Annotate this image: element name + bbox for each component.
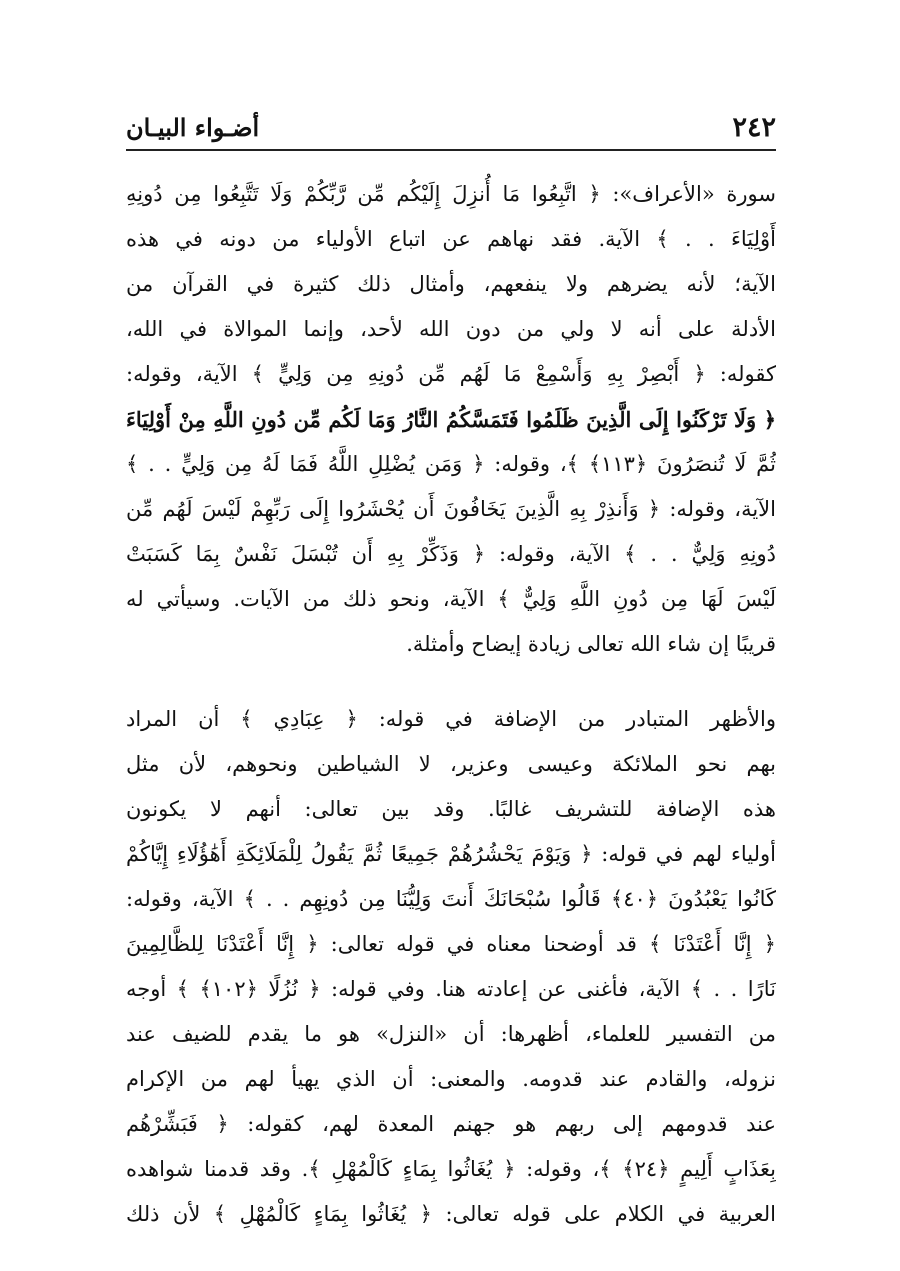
text-line: كقوله: ﴿ أَبْصِرْ بِهِ وَأَسْمِعْ مَا لَهُم مِّن دُونِهِ مِن وَلِيٍّ ﴾ الآية، وقوله: bbox=[126, 362, 776, 386]
text-line: العربية في الكلام على قوله تعالى: ﴿ يُغَاثُوا بِمَاءٍ كَالْمُهْلِ ﴾ لأن ذلك bbox=[126, 1202, 776, 1226]
paragraph-2 bbox=[126, 697, 776, 1237]
page-number: ٢٤٢ bbox=[732, 112, 776, 143]
text-line: قريبًا إن شاء الله تعالى زيادة إيضاح وأمثلة. bbox=[406, 632, 776, 656]
text-line: كَانُوا يَعْبُدُونَ ﴿٤٠﴾ قَالُوا سُبْحَانَكَ أَنتَ وَلِيُّنَا مِن دُونِهِم . . ﴾ الآية، وقوله: bbox=[126, 887, 776, 911]
text-line: أَوْلِيَاءَ . . ﴾ الآية. فقد نهاهم عن اتباع الأولياء من دونه في هذه bbox=[126, 227, 776, 251]
text-line: هذه الإضافة للتشريف غالبًا. وقد بين تعالى: أنهم لا يكونون bbox=[126, 797, 776, 821]
text-line: من التفسير للعلماء، أظهرها: أن «النزل» هو ما يقدم للضيف عند bbox=[126, 1022, 776, 1046]
paragraph-gap bbox=[126, 667, 776, 697]
page-header bbox=[126, 110, 776, 146]
paragraph-1 bbox=[126, 172, 776, 667]
text-line: ﴿ وَلَا تَرْكَنُوا إِلَى الَّذِينَ ظَلَمُوا فَتَمَسَّكُمُ النَّارُ وَمَا لَكُم مِّن دُونِ اللَّهِ مِنْ أَوْلِيَاءَ bbox=[126, 407, 776, 432]
text-line: بهم نحو الملائكة وعيسى وعزير، لا الشياطين ونحوهم، لأن مثل bbox=[126, 752, 776, 776]
text-line: أولياء لهم في قوله: ﴿ وَيَوْمَ يَحْشُرُهُمْ جَمِيعًا ثُمَّ يَقُولُ لِلْمَلَائِكَةِ أَهَٰؤُلَاءِ إِيَّاكُمْ bbox=[126, 842, 776, 866]
text-line: لَيْسَ لَهَا مِن دُونِ اللَّهِ وَلِيٌّ ﴾ الآية، ونحو ذلك من الآيات. وسيأتي له bbox=[126, 587, 776, 611]
text-line: الآية، وقوله: ﴿ وَأَنذِرْ بِهِ الَّذِينَ يَخَافُونَ أَن يُحْشَرُوا إِلَى رَبِّهِمْ لَيْسَ لَهُم مِّن bbox=[126, 497, 776, 521]
text-line: نَارًا . . ﴾ الآية، فأغنى عن إعادته هنا. وفي قوله: ﴿ نُزُلًا ﴿١٠٢﴾ ﴾ أوجه bbox=[126, 977, 776, 1001]
body-text bbox=[126, 172, 776, 1237]
book-title: أضـواء البيـان bbox=[126, 113, 260, 142]
text-line: الأدلة على أنه لا ولي من دون الله لأحد، وإنما الموالاة في الله، bbox=[126, 317, 776, 341]
text-line: والأظهر المتبادر من الإضافة في قوله: ﴿ عِبَادِي ﴾ أن المراد bbox=[126, 707, 776, 731]
text-line: سورة «الأعراف»: ﴿ اتَّبِعُوا مَا أُنزِلَ إِلَيْكُم مِّن رَّبِّكُمْ وَلَا تَتَّبِعُوا مِن دُونِهِ bbox=[126, 182, 776, 206]
text-line: دُونِهِ وَلِيٌّ . . ﴾ الآية، وقوله: ﴿ وَذَكِّرْ بِهِ أَن تُبْسَلَ نَفْسٌ بِمَا كَسَبَتْ bbox=[126, 542, 776, 566]
text-line: عند قدومهم إلى ربهم هو جهنم المعدة لهم، كقوله: ﴿ فَبَشِّرْهُم bbox=[126, 1112, 776, 1136]
text-line: الآية؛ لأنه يضرهم ولا ينفعهم، وأمثال ذلك كثيرة في القرآن من bbox=[126, 272, 776, 296]
header-rule bbox=[126, 149, 776, 151]
text-line: ثُمَّ لَا تُنصَرُونَ ﴿١١٣﴾ ﴾، وقوله: ﴿ وَمَن يُضْلِلِ اللَّهُ فَمَا لَهُ مِن وَلِيٍّ . . ﴾ bbox=[126, 452, 776, 476]
text-line: بِعَذَابٍ أَلِيمٍ ﴿٢٤﴾ ﴾، وقوله: ﴿ يُغَاثُوا بِمَاءٍ كَالْمُهْلِ ﴾. وقد قدمنا شواهده bbox=[126, 1157, 776, 1181]
text-line: نزوله، والقادم عند قدومه. والمعنى: أن الذي يهيأ لهم من الإكرام bbox=[126, 1067, 776, 1091]
text-line: ﴿ إِنَّا أَعْتَدْنَا ﴾ قد أوضحنا معناه في قوله تعالى: ﴿ إِنَّا أَعْتَدْنَا لِلظَّالِمِينَ bbox=[126, 932, 776, 956]
